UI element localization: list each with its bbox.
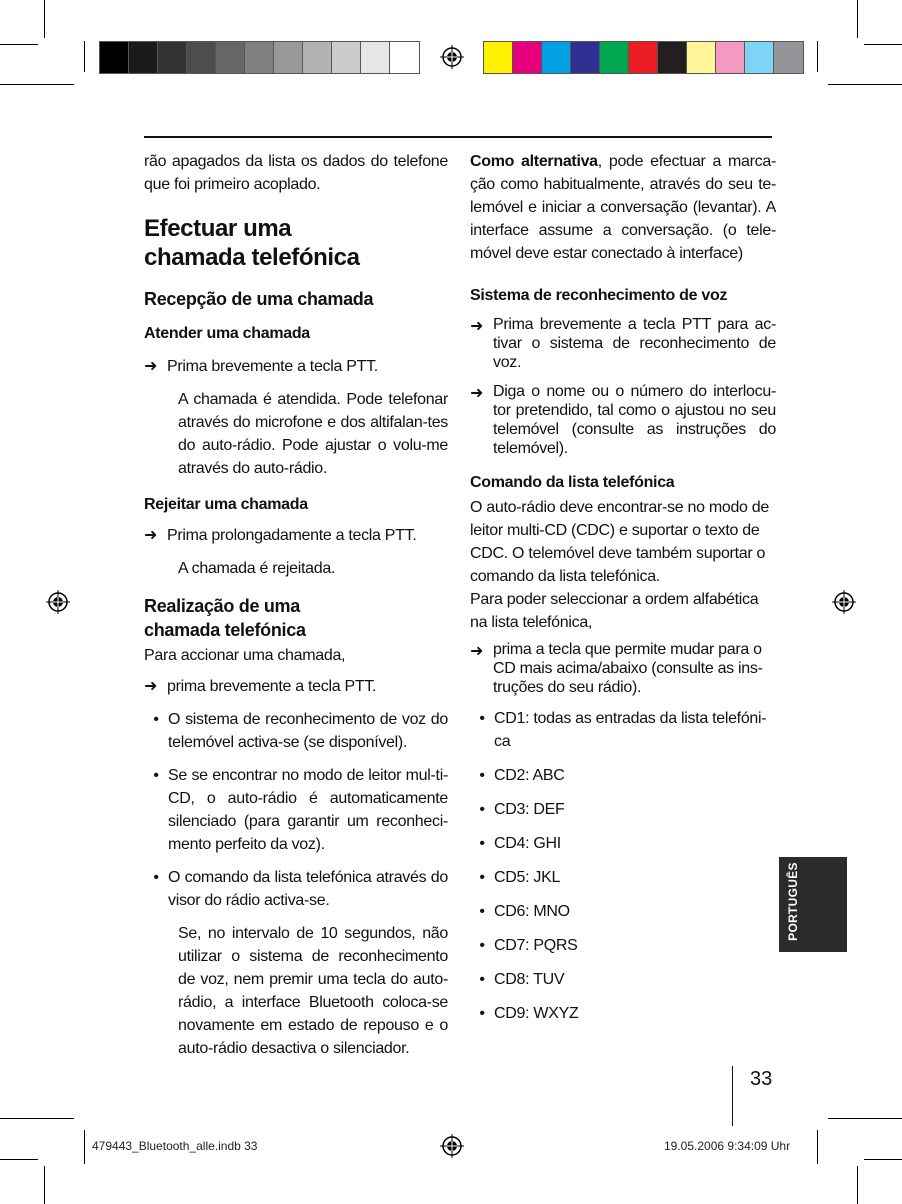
crop-mark: [44, 0, 45, 38]
heading-reject: Rejeitar uma chamada: [144, 496, 308, 513]
cd-list-item-text: CD2: ABC: [494, 767, 565, 784]
page-number-rule: [732, 1066, 733, 1126]
cd-list-item: [470, 900, 776, 923]
cd-list-item-text: CD1: todas as entradas da lista telefóni-ca: [494, 710, 767, 750]
list-item-text: Se se encontrar no modo de leitor mul-ti-CD, o auto-rádio é automaticamente silenciado (para garantir um reconheci-mento perfeito da voz).: [168, 767, 448, 853]
color-swatch: [542, 42, 571, 73]
bullet-icon: •: [479, 903, 485, 920]
cd-list-item-text: CD3: DEF: [494, 801, 565, 818]
color-swatch: [571, 42, 600, 73]
crop-mark: [864, 1159, 902, 1160]
color-swatch: [716, 42, 745, 73]
cd-list-item-text: CD7: PQRS: [494, 937, 578, 954]
heading-answer: Atender uma chamada: [144, 325, 310, 342]
left-column: [144, 150, 448, 1060]
gray-swatch: [274, 42, 303, 73]
crop-mark: [857, 0, 858, 38]
answer-step-text: Prima brevemente a tecla PTT.: [167, 358, 378, 375]
alternative-paragraph: [470, 150, 776, 265]
bullet-icon: •: [479, 835, 485, 852]
top-rule: [144, 136, 772, 138]
bullet-icon: •: [479, 767, 485, 784]
crop-mark: [0, 1118, 74, 1119]
color-swatch: [484, 42, 513, 73]
cd-list-item: [470, 934, 776, 957]
arrow-icon: ➜: [470, 318, 484, 335]
phonebook-step: [470, 640, 776, 697]
cd-list-item-text: CD6: MNO: [494, 903, 570, 920]
arrow-icon: ➜: [144, 678, 158, 695]
make-step: [144, 675, 448, 698]
bullet-icon: •: [479, 869, 485, 886]
heading-voice: Sistema de reconhecimento de voz: [470, 287, 728, 304]
gray-swatch: [245, 42, 274, 73]
crop-mark: [0, 44, 38, 45]
alternative-bold: Como alternativa: [470, 153, 598, 170]
voice-step: [470, 315, 776, 372]
footer-date: 19.05.2006 9:34:09 Uhr: [664, 1139, 791, 1153]
color-bar: [483, 41, 804, 74]
cd-list-item: [470, 707, 776, 753]
alternative-text: , pode efectuar a marca-ção como habitualmente, através do seu te-lemóvel e iniciar a conversação (levantar). A interface assume a conversação. (o tele-móvel deve estar conectado à interface): [470, 153, 776, 262]
bullet-icon: •: [479, 971, 485, 988]
gray-swatch: [216, 42, 245, 73]
registration-mark-icon: [440, 45, 464, 69]
cd-list-item-text: CD9: WXYZ: [494, 1005, 579, 1022]
gray-swatch: [129, 42, 158, 73]
arrow-icon: ➜: [470, 643, 484, 660]
language-tab: [779, 857, 847, 952]
cd-list-item: [470, 866, 776, 889]
color-swatch: [745, 42, 774, 73]
voice-step: [470, 382, 776, 458]
answer-result: A chamada é atendida. Pode telefonar através do microfone e dos altifalan-tes do auto-rádio. Pode ajustar o volu-me através do auto-rádio.: [178, 391, 448, 477]
heading-phonebook: Comando da lista telefónica: [470, 474, 675, 491]
subsection-heading-make: Realização de uma chamada telefónica: [144, 596, 306, 640]
right-column: [470, 150, 776, 1025]
phonebook-step-text: prima a tecla que permite mudar para o CD mais acima/abaixo (consulte as ins-truções do seu rádio).: [493, 641, 763, 696]
gray-swatch: [100, 42, 129, 73]
list-item-text: O sistema de reconhecimento de voz do telemóvel activa-se (se disponível).: [168, 711, 448, 751]
answer-step: [144, 355, 448, 378]
list-item: [144, 764, 448, 856]
registration-mark-icon: [440, 1134, 464, 1158]
cd-list-item: [470, 764, 776, 787]
voice-step-text: Prima brevemente a tecla PTT para ac-tivar o sistema de reconhecimento de voz.: [493, 316, 776, 371]
crop-mark: [828, 84, 902, 85]
timeout-note: Se, no intervalo de 10 segundos, não utilizar o sistema de reconhecimento de voz, nem premir uma tecla do auto-rádio, a interface Bluetooth coloca-se novamente em estado de repouso e o auto-rádio desactiva o silenciador.: [178, 925, 448, 1057]
color-swatch: [513, 42, 542, 73]
crop-mark: [0, 84, 74, 85]
section-heading: Efectuar uma chamada telefónica: [144, 215, 360, 271]
reject-step: [144, 524, 448, 547]
reject-step-text: Prima prolongadamente a tecla PTT.: [167, 527, 417, 544]
crop-mark: [84, 41, 85, 72]
crop-mark: [0, 1159, 38, 1160]
crop-mark: [44, 1166, 45, 1204]
gray-swatch: [361, 42, 390, 73]
cd-list-item: [470, 968, 776, 991]
arrow-icon: ➜: [470, 385, 484, 402]
crop-mark: [84, 1130, 85, 1164]
voice-step-text: Diga o nome ou o número do interlocu-tor pretendido, tal como o ajustou no seu telemóvel (consulte as instruções do telemóvel).: [493, 383, 776, 457]
language-tab-label: PORTUGUÊS: [786, 862, 800, 941]
make-intro: Para accionar uma chamada,: [144, 647, 346, 664]
registration-mark-icon: [832, 590, 856, 614]
gray-swatch: [158, 42, 187, 73]
gray-swatch: [187, 42, 216, 73]
cd-list-item-text: CD8: TUV: [494, 971, 565, 988]
phonebook-paragraph-2: Para poder seleccionar a ordem alfabética na lista telefónica,: [470, 591, 759, 631]
cd-list-item: [470, 1002, 776, 1025]
cd-list-item: [470, 832, 776, 855]
make-step-text: prima brevemente a tecla PTT.: [167, 678, 377, 695]
list-item: [144, 708, 448, 754]
cd-list-item-text: CD4: GHI: [494, 835, 561, 852]
subsection-heading-receive: Recepção de uma chamada: [144, 289, 374, 309]
list-item: [144, 866, 448, 912]
crop-mark: [828, 1118, 902, 1119]
bullet-icon: •: [153, 869, 159, 886]
arrow-icon: ➜: [144, 358, 158, 375]
phonebook-paragraph-1: O auto-rádio deve encontrar-se no modo de leitor multi-CD (CDC) e suportar o texto de CDC. O telemóvel deve também suportar o comando da lista telefónica.: [470, 499, 769, 585]
page-number: 33: [750, 1068, 773, 1090]
registration-mark-icon: [46, 590, 70, 614]
bullet-icon: •: [153, 711, 159, 728]
color-swatch: [687, 42, 716, 73]
intro-text: rão apagados da lista os dados do telefone que foi primeiro acoplado.: [144, 153, 448, 193]
crop-mark: [817, 1130, 818, 1164]
gray-swatch: [332, 42, 361, 73]
crop-mark: [857, 1166, 858, 1204]
bullet-icon: •: [479, 937, 485, 954]
color-swatch: [658, 42, 687, 73]
reject-result: A chamada é rejeitada.: [178, 560, 336, 577]
footer-file: 479443_Bluetooth_alle.indb 33: [92, 1139, 258, 1153]
bullet-icon: •: [153, 767, 159, 784]
gray-color-bar: [99, 41, 420, 74]
bullet-icon: •: [479, 1005, 485, 1022]
cd-list-item: [470, 798, 776, 821]
color-swatch: [600, 42, 629, 73]
bullet-icon: •: [479, 710, 485, 727]
gray-swatch: [303, 42, 332, 73]
cd-list: [470, 707, 776, 1025]
arrow-icon: ➜: [144, 527, 158, 544]
color-swatch: [774, 42, 803, 73]
crop-mark: [864, 44, 902, 45]
gray-swatch: [390, 42, 419, 73]
list-item-text: O comando da lista telefónica através do visor do rádio activa-se.: [168, 869, 448, 909]
color-swatch: [629, 42, 658, 73]
bullet-icon: •: [479, 801, 485, 818]
crop-mark: [817, 41, 818, 72]
cd-list-item-text: CD5: JKL: [494, 869, 561, 886]
